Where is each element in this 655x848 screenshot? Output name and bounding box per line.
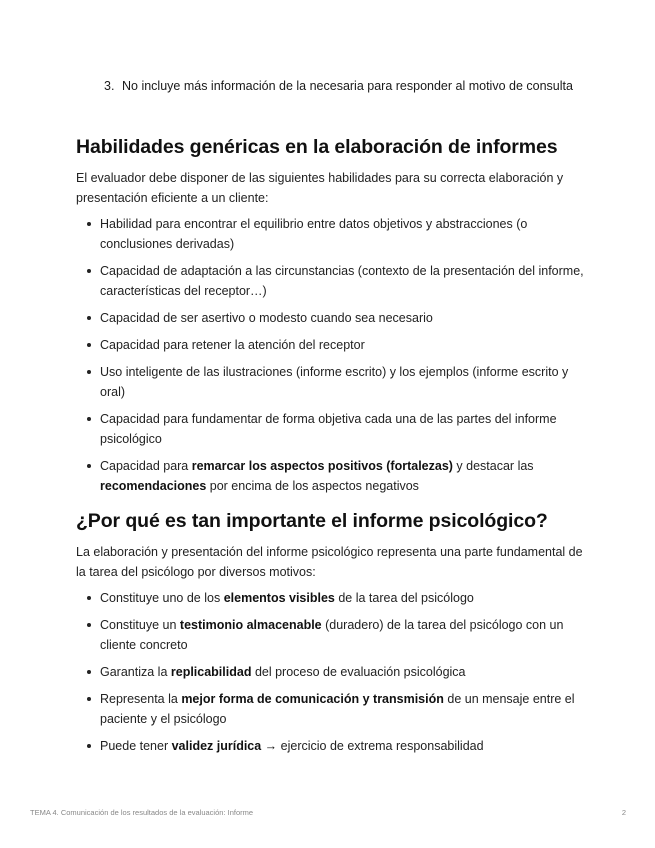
bullet-list: [76, 588, 586, 756]
bullet-icon: [87, 670, 91, 674]
list-item-text: No incluye más información de la necesaria para responder al motivo de consulta: [122, 79, 573, 93]
bullet-icon: [87, 222, 91, 226]
bullet-icon: [87, 370, 91, 374]
list-item: Capacidad de adaptación a las circunstancias (contexto de la presentación del informe, características del receptor…): [76, 261, 586, 301]
list-item: Capacidad para retener la atención del receptor: [76, 335, 586, 355]
list-item: Capacidad para fundamentar de forma objetiva cada una de las partes del informe psicológico: [76, 409, 586, 449]
section-intro: La elaboración y presentación del informe psicológico representa una parte fundamental de la tarea del psicólogo por diversos motivos:: [76, 545, 583, 579]
section-intro: El evaluador debe disponer de las siguientes habilidades para su correcta elaboración y presentación eficiente a un cliente:: [76, 171, 564, 205]
section-heading: Habilidades genéricas en la elaboración de informes: [76, 136, 558, 158]
list-item: Capacidad para remarcar los aspectos positivos (fortalezas) y destacar las recomendaciones por encima de los aspectos negativos: [76, 456, 586, 496]
list-item: Uso inteligente de las ilustraciones (informe escrito) y los ejemplos (informe escrito y oral): [76, 362, 586, 402]
bullet-icon: [87, 417, 91, 421]
list-number: 3.: [104, 79, 115, 93]
page-footer: TEMA 4. Comunicación de los resultados de la evaluación: Informe: [30, 808, 254, 817]
numbered-list-item: [104, 76, 574, 96]
list-item: Constituye uno de los elementos visibles de la tarea del psicólogo: [76, 588, 586, 608]
page-number: 2: [621, 808, 626, 817]
list-item: Puede tener validez jurídica → ejercicio de extrema responsabilidad: [76, 736, 586, 756]
bullet-icon: [87, 697, 91, 701]
list-item: Capacidad de ser asertivo o modesto cuando sea necesario: [76, 308, 586, 328]
section-importancia: [76, 508, 586, 763]
list-item: Representa la mejor forma de comunicación y transmisión de un mensaje entre el paciente y el psicólogo: [76, 689, 586, 729]
bullet-icon: [87, 464, 91, 468]
list-item: Garantiza la replicabilidad del proceso de evaluación psicológica: [76, 662, 586, 682]
list-item: Habilidad para encontrar el equilibrio entre datos objetivos y abstracciones (o conclusiones derivadas): [76, 214, 586, 254]
bullet-icon: [87, 343, 91, 347]
bullet-list: [76, 214, 586, 496]
list-item: Constituye un testimonio almacenable (duradero) de la tarea del psicólogo con un cliente concreto: [76, 615, 586, 655]
bullet-icon: [87, 623, 91, 627]
section-heading: ¿Por qué es tan importante el informe psicológico?: [76, 510, 548, 532]
bullet-icon: [87, 744, 91, 748]
section-habilidades: [76, 134, 586, 503]
bullet-icon: [87, 316, 91, 320]
bullet-icon: [87, 596, 91, 600]
bullet-icon: [87, 269, 91, 273]
